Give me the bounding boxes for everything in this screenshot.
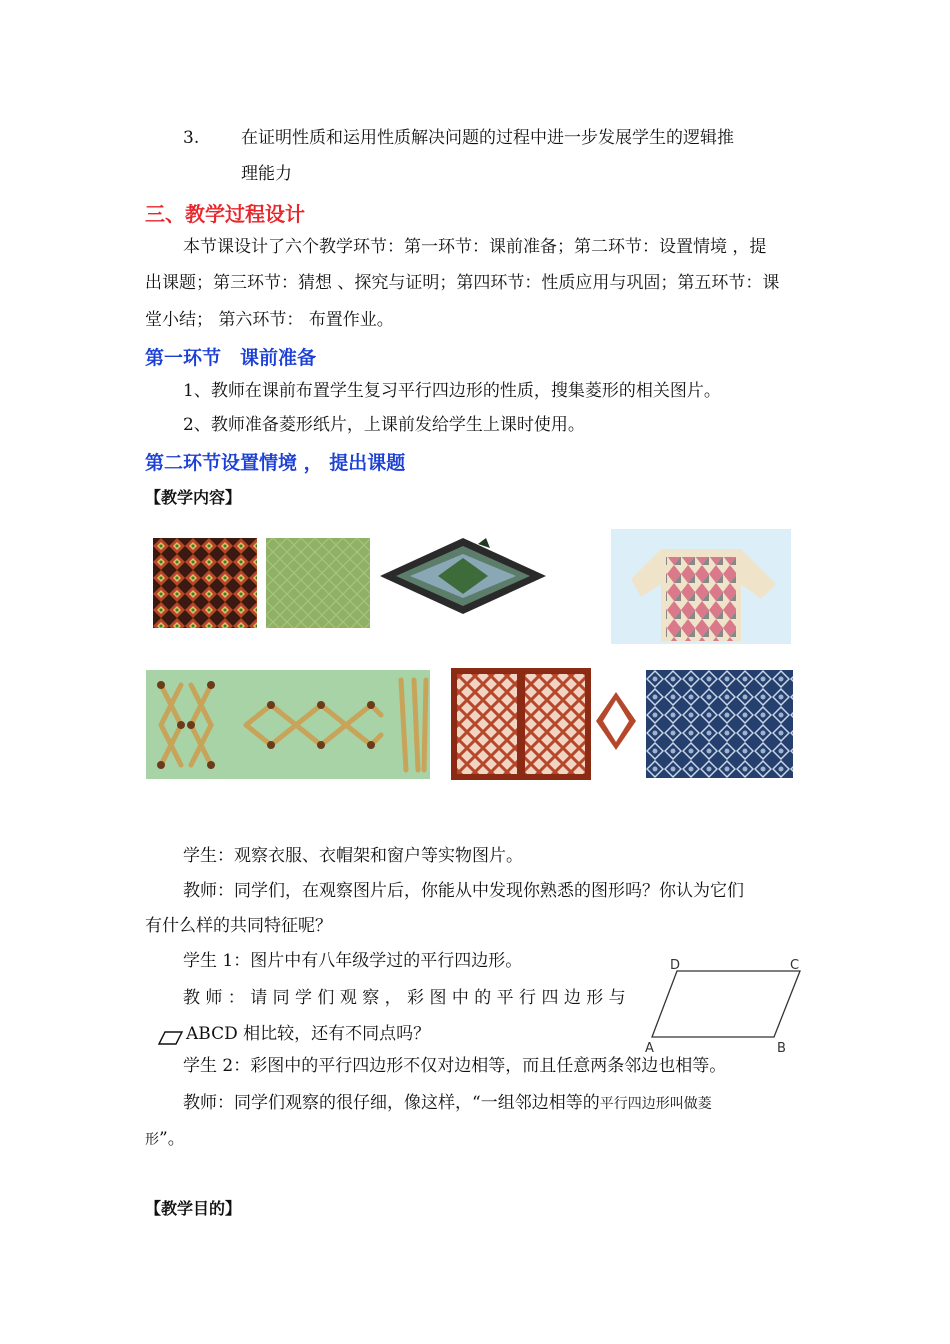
teaching-content-label: 【教学内容】: [145, 488, 242, 507]
dialog-line6: ABCD 相比较，还有不同点吗？: [186, 1024, 431, 1044]
step2-title: 第二环节设置情境 ， 提出课题: [145, 452, 406, 474]
dialog-line8-main: 教师：同学们观察的很仔细，像这样，“一组邻边相等的: [183, 1093, 600, 1113]
dialog-line8: [183, 1092, 712, 1115]
green-texture-photo: [266, 538, 370, 628]
hat-rack-photo: [146, 670, 430, 779]
section-title-process: 三、教学过程设计: [145, 202, 305, 226]
dialog-line5: 教 师 ： 请 同 学 们 观 察 ， 彩 图 中 的 平 行 四 边 形 与: [183, 988, 626, 1008]
label-d: D: [670, 958, 681, 973]
objective-text-line1: 在证明性质和运用性质解决问题的过程中进一步发展学生的逻辑推: [241, 128, 734, 148]
rhombus-frame-icon: [594, 690, 638, 752]
diamond-painting-photo: [378, 536, 548, 616]
label-b: B: [777, 1041, 786, 1055]
dialog-line2: 教师：同学们，在观察图片后，你能从中发现你熟悉的图形吗？你认为它们: [183, 881, 744, 901]
parallelogram-shape: [652, 971, 800, 1037]
intro-line1: 本节课设计了六个教学环节：第一环节：课前准备；第二环节：设置情境 ，提: [183, 237, 767, 257]
objective-number: 3.: [183, 128, 200, 148]
lattice-window-photo: [451, 668, 591, 780]
dialog-line1: 学生：观察衣服、衣帽架和窗户等实物图片。: [183, 846, 523, 866]
dialog-line9-small: 形: [145, 1132, 159, 1148]
dialog-line3: 有什么样的共同特征呢？: [145, 916, 332, 936]
woven-pattern-photo: [153, 538, 257, 628]
label-c: C: [790, 958, 800, 973]
dialog-line9: [145, 1128, 185, 1151]
teaching-purpose-label: 【教学目的】: [145, 1199, 242, 1218]
blue-pattern-photo: [646, 670, 793, 778]
dialog-line9-main: ”。: [159, 1129, 185, 1149]
intro-line2: 出课题；第三环节：猜想 、探究与证明；第四环节：性质应用与巩固；第五环节：课: [145, 273, 780, 293]
step1-title: 第一环节 课前准备: [145, 347, 317, 369]
dialog-line7: 学生 2：彩图中的平行四边形不仅对边相等，而且任意两条邻边也相等。: [183, 1056, 727, 1076]
parallelogram-abcd-figure: [640, 955, 820, 1055]
intro-line3: 堂小结； 第六环节： 布置作业。: [145, 310, 394, 330]
parallelogram-symbol-icon: [158, 1030, 184, 1046]
step1-item1: 1、教师在课前布置学生复习平行四边形的性质，搜集菱形的相关图片。: [183, 381, 721, 401]
dialog-line4: 学生 1：图片中有八年级学过的平行四边形。: [183, 951, 523, 971]
sweater-photo: [611, 529, 791, 644]
objective-text-line2: 理能力: [241, 164, 292, 184]
step1-item2: 2、教师准备菱形纸片，上课前发给学生上课时使用。: [183, 415, 585, 435]
dialog-line8-small: 平行四边形叫做菱: [599, 1096, 712, 1112]
label-a: A: [645, 1041, 654, 1055]
